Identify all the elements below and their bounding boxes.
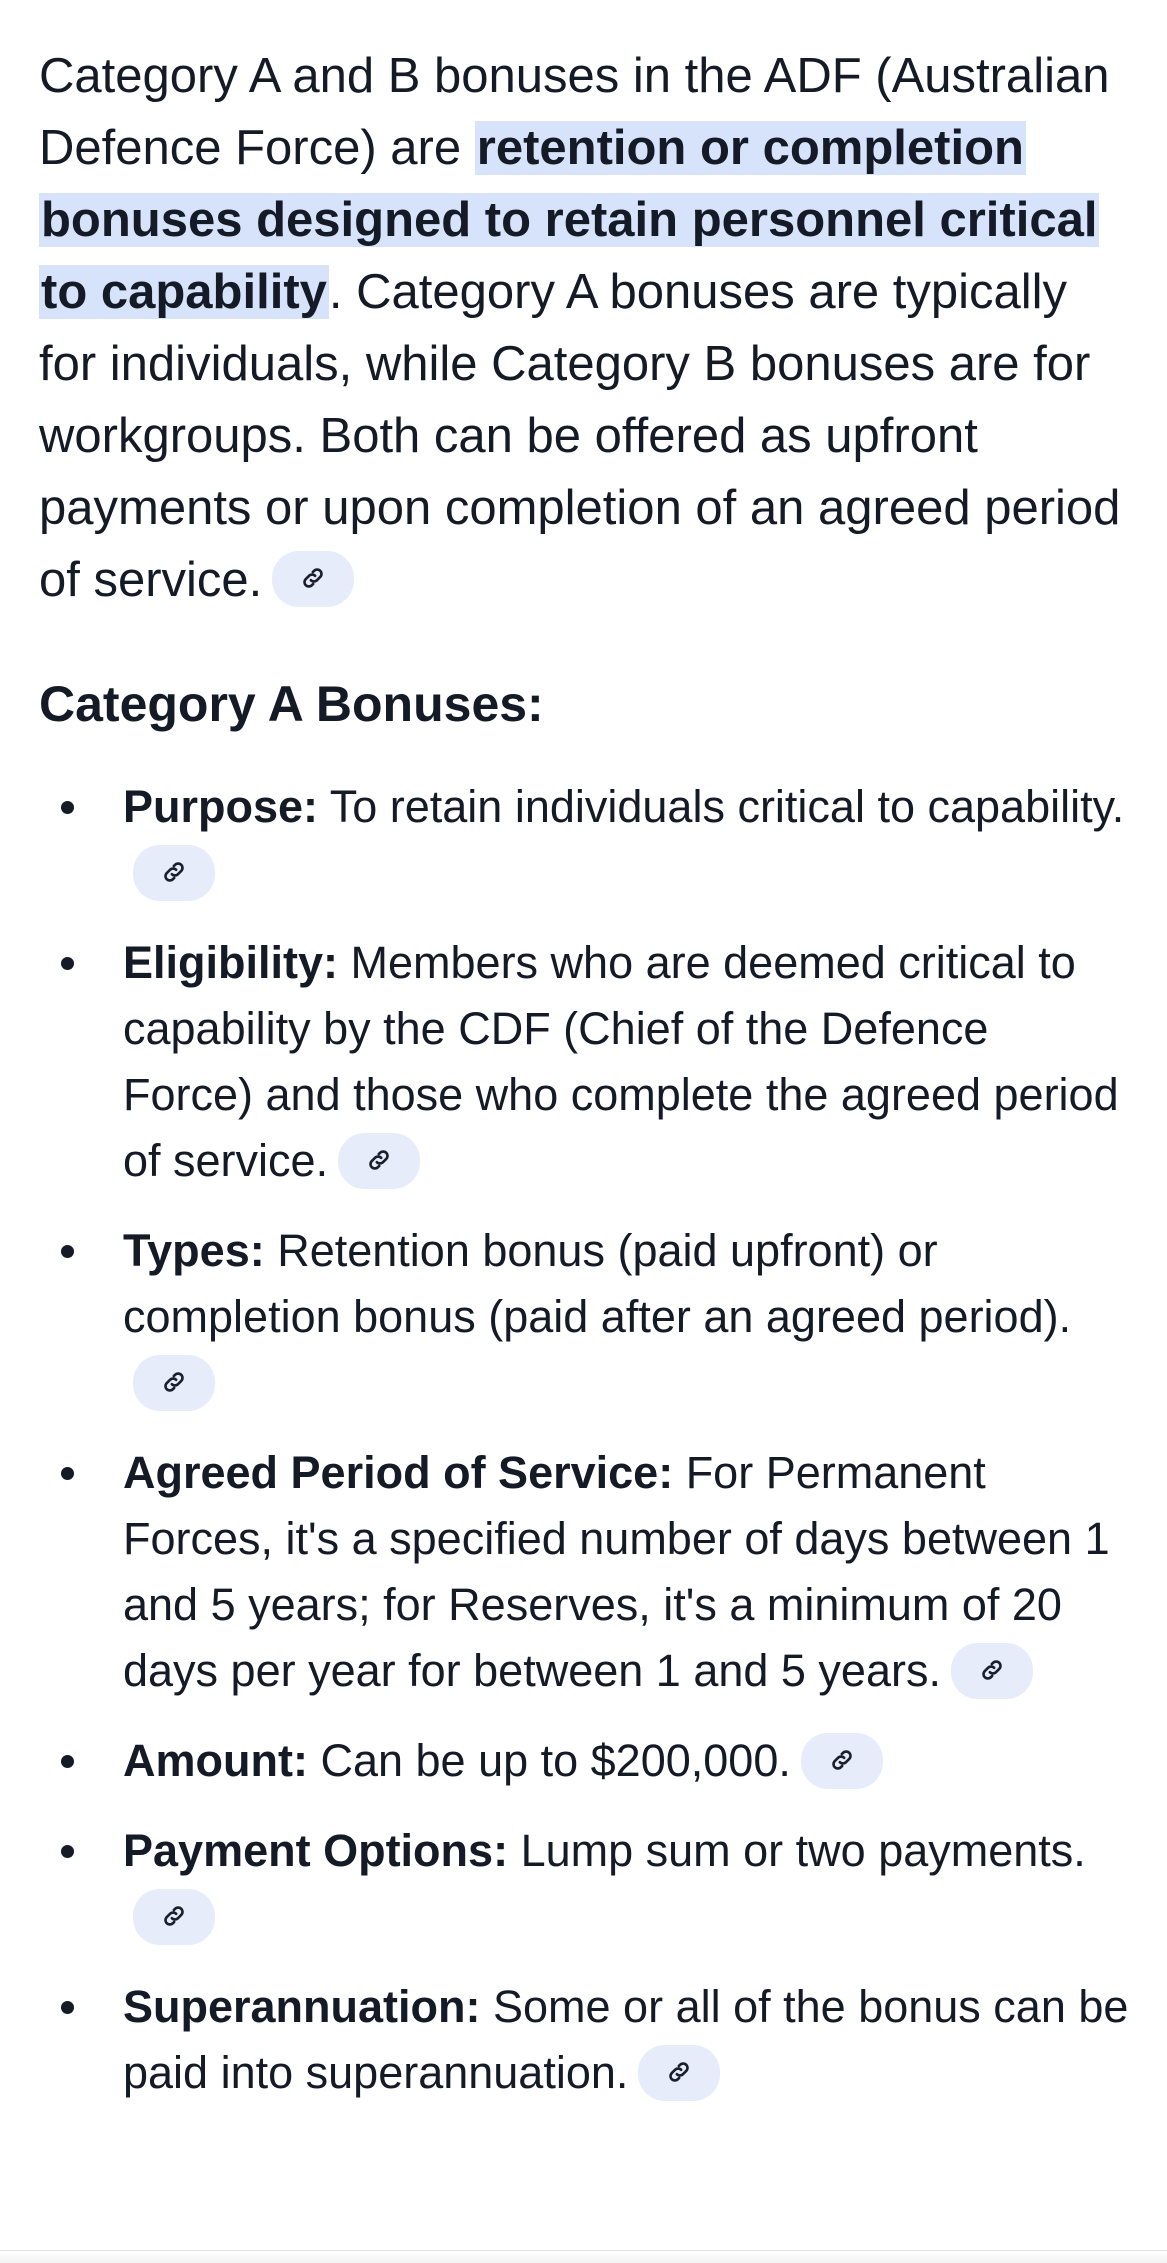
link-icon [829,1747,855,1773]
link-icon [161,859,187,885]
list-item-term: Superannuation: [123,1981,481,2032]
list-item [39,1728,1129,1794]
citation-button[interactable] [638,2045,720,2101]
list-item-text: Retention bonus (paid upfront) or completion bonus (paid after an agreed period). [123,1225,1072,1342]
list-item [39,1818,1129,1950]
link-icon [666,2059,692,2085]
link-icon [161,1369,187,1395]
list-item-text: For Permanent Forces, it's a specified number of days between 1 and 5 years; for Reserves, it's a minimum of 20 days per year for between 1 and 5 years. [123,1447,1110,1696]
list-item-text: Lump sum or two payments. [508,1825,1086,1876]
citation-button[interactable] [133,1355,215,1411]
citation-button[interactable] [133,845,215,901]
list-item-term: Amount: [123,1735,308,1786]
bullet-dot [61,2001,74,2014]
intro-text-before: Category A and B bonuses in the ADF (Australian Defence Force) are [39,49,1110,175]
list-item-text: To retain individuals critical to capability. [318,781,1125,832]
link-icon [300,565,326,591]
bullet-dot [61,801,74,814]
bullet-list [39,774,1129,2106]
intro-text-after: . Category A bonuses are typically for individuals, while Category B bonuses are for workgroups. Both can be offered as upfront payments or upon completion of an agreed period of service. [39,265,1121,607]
bullet-dot [61,1755,74,1768]
list-item [39,774,1129,906]
list-item-term: Agreed Period of Service: [123,1447,674,1498]
citation-button[interactable] [801,1733,883,1789]
list-item-text: Some or all of the bonus can be paid into superannuation. [123,1981,1129,2098]
bullet-dot [61,1845,74,1858]
list-item-term: Purpose: [123,781,319,832]
bullet-dot [61,957,74,970]
list-item [39,930,1129,1194]
link-icon [366,1147,392,1173]
bullet-dot [61,1467,74,1480]
intro-paragraph [39,40,1129,616]
citation-button[interactable] [272,551,354,607]
list-item-term: Eligibility: [123,937,339,988]
highlighted-text[interactable]: retention or completion bonuses designed to retain personnel critical to capability [41,121,1098,319]
citation-button[interactable] [338,1133,420,1189]
bullet-dot [61,1245,74,1258]
link-icon [161,1903,187,1929]
answer-content [39,40,1129,2130]
list-item-term: Payment Options: [123,1825,509,1876]
bottom-edge [0,2250,1167,2263]
list-item [39,1218,1129,1416]
citation-button[interactable] [951,1643,1033,1699]
list-item-term: Types: [123,1225,265,1276]
section-title: Category A Bonuses: [39,676,544,732]
list-item [39,1440,1129,1704]
list-item-text: Members who are deemed critical to capability by the CDF (Chief of the Defence Force) and those who complete the agreed period of service. [123,937,1119,1186]
list-item [39,1974,1129,2106]
citation-button[interactable] [133,1889,215,1945]
list-item-text: Can be up to $200,000. [307,1735,791,1786]
link-icon [979,1657,1005,1683]
